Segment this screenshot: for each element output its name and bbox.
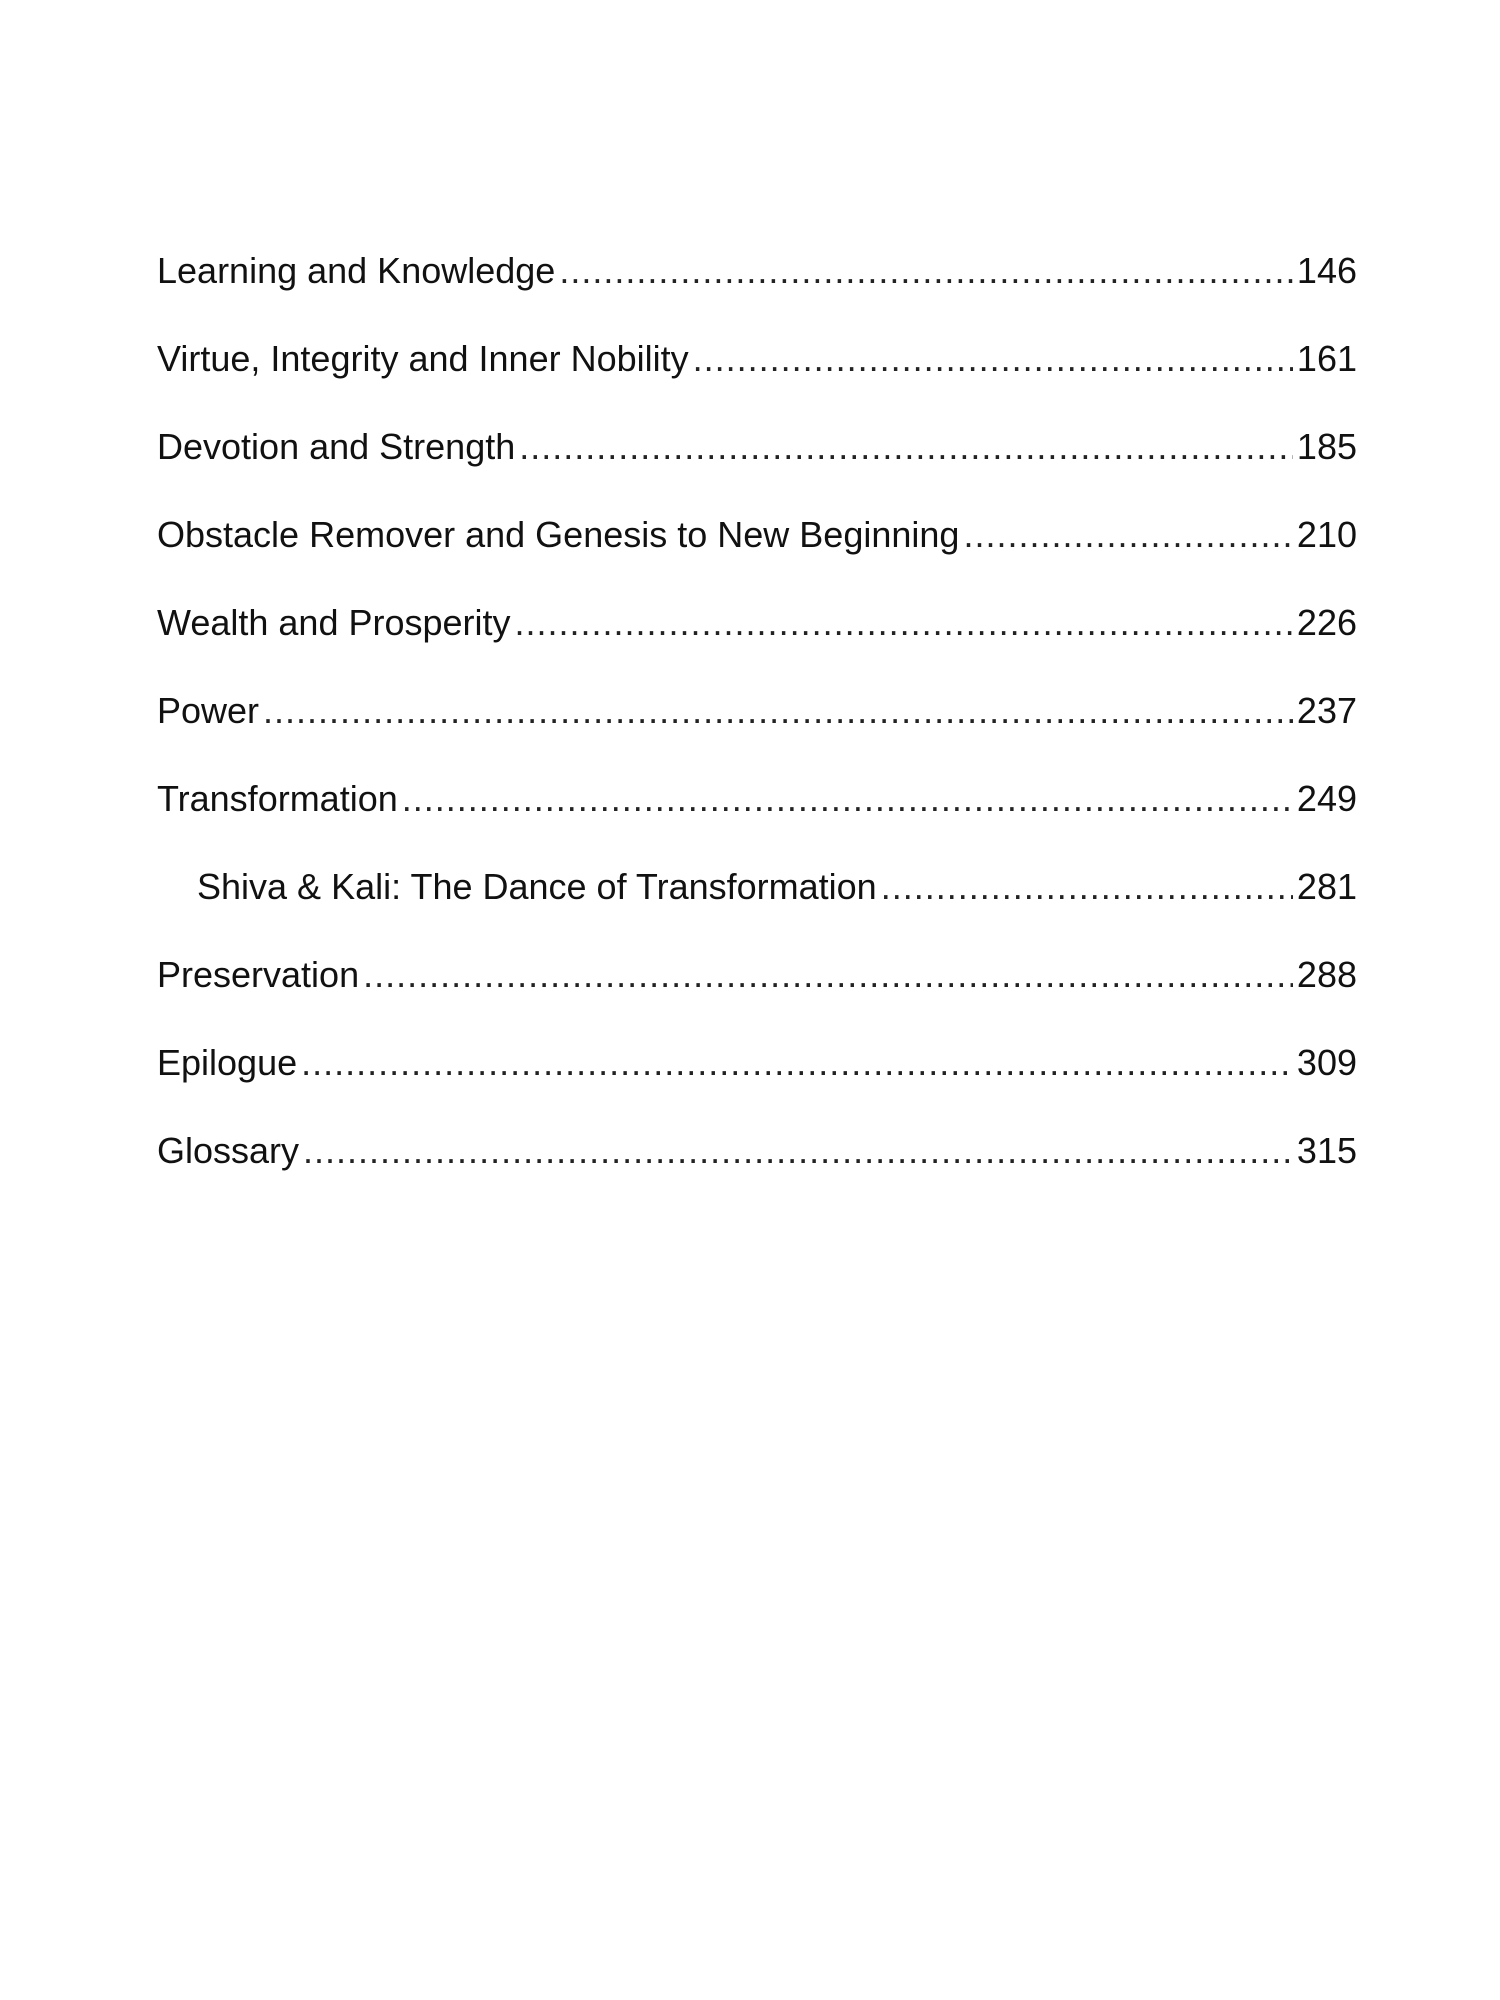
dot-leader	[519, 417, 1293, 477]
toc-entry-page-number: 161	[1296, 338, 1357, 379]
toc-entry-epilogue[interactable]	[157, 1033, 1357, 1121]
toc-entry-wealth-and-prosperity[interactable]	[157, 593, 1357, 681]
toc-entry-title: Wealth and Prosperity	[157, 602, 511, 643]
toc-entry-page-number: 281	[1296, 866, 1357, 907]
dot-leader	[363, 945, 1293, 1005]
toc-entry-page-number: 185	[1296, 426, 1357, 467]
dot-leader	[301, 1033, 1293, 1093]
toc-entry-learning-and-knowledge[interactable]	[157, 241, 1357, 329]
toc-entry-devotion-and-strength[interactable]	[157, 417, 1357, 505]
dot-leader	[559, 241, 1293, 301]
toc-entry-title: Transformation	[157, 778, 398, 819]
toc-entry-title: Glossary	[157, 1130, 300, 1171]
toc-entry-title: Power	[157, 690, 260, 731]
toc-entry-page-number: 249	[1296, 778, 1357, 819]
toc-entry-page-number: 237	[1296, 690, 1357, 731]
toc-entry-title: Devotion and Strength	[157, 426, 516, 467]
toc-entry-glossary[interactable]	[157, 1121, 1357, 1209]
toc-entry-page-number: 288	[1296, 954, 1357, 995]
toc-entry-virtue-integrity[interactable]	[157, 329, 1357, 417]
toc-entry-title: Virtue, Integrity and Inner Nobility	[157, 338, 689, 379]
toc-entry-title: Epilogue	[157, 1042, 298, 1083]
dot-leader	[402, 769, 1293, 829]
dot-leader	[515, 593, 1293, 653]
toc-entry-title: Obstacle Remover and Genesis to New Beginning	[157, 514, 960, 555]
toc-entry-page-number: 226	[1296, 602, 1357, 643]
toc-entry-page-number: 315	[1296, 1130, 1357, 1171]
dot-leader	[263, 681, 1293, 741]
table-of-contents	[157, 241, 1357, 1209]
toc-entry-page-number: 146	[1296, 250, 1357, 291]
toc-entry-transformation[interactable]	[157, 769, 1357, 857]
toc-entry-title: Learning and Knowledge	[157, 250, 556, 291]
toc-entry-obstacle-remover[interactable]	[157, 505, 1357, 593]
toc-entry-page-number: 210	[1296, 514, 1357, 555]
toc-entry-preservation[interactable]	[157, 945, 1357, 1033]
toc-subentry-shiva-and-kali[interactable]	[157, 857, 1357, 945]
toc-entry-page-number: 309	[1296, 1042, 1357, 1083]
dot-leader	[693, 329, 1293, 389]
toc-entry-power[interactable]	[157, 681, 1357, 769]
toc-entry-title: Shiva & Kali: The Dance of Transformation	[197, 866, 877, 907]
dot-leader	[963, 505, 1292, 565]
dot-leader	[303, 1121, 1293, 1181]
toc-entry-title: Preservation	[157, 954, 360, 995]
dot-leader	[881, 857, 1293, 917]
